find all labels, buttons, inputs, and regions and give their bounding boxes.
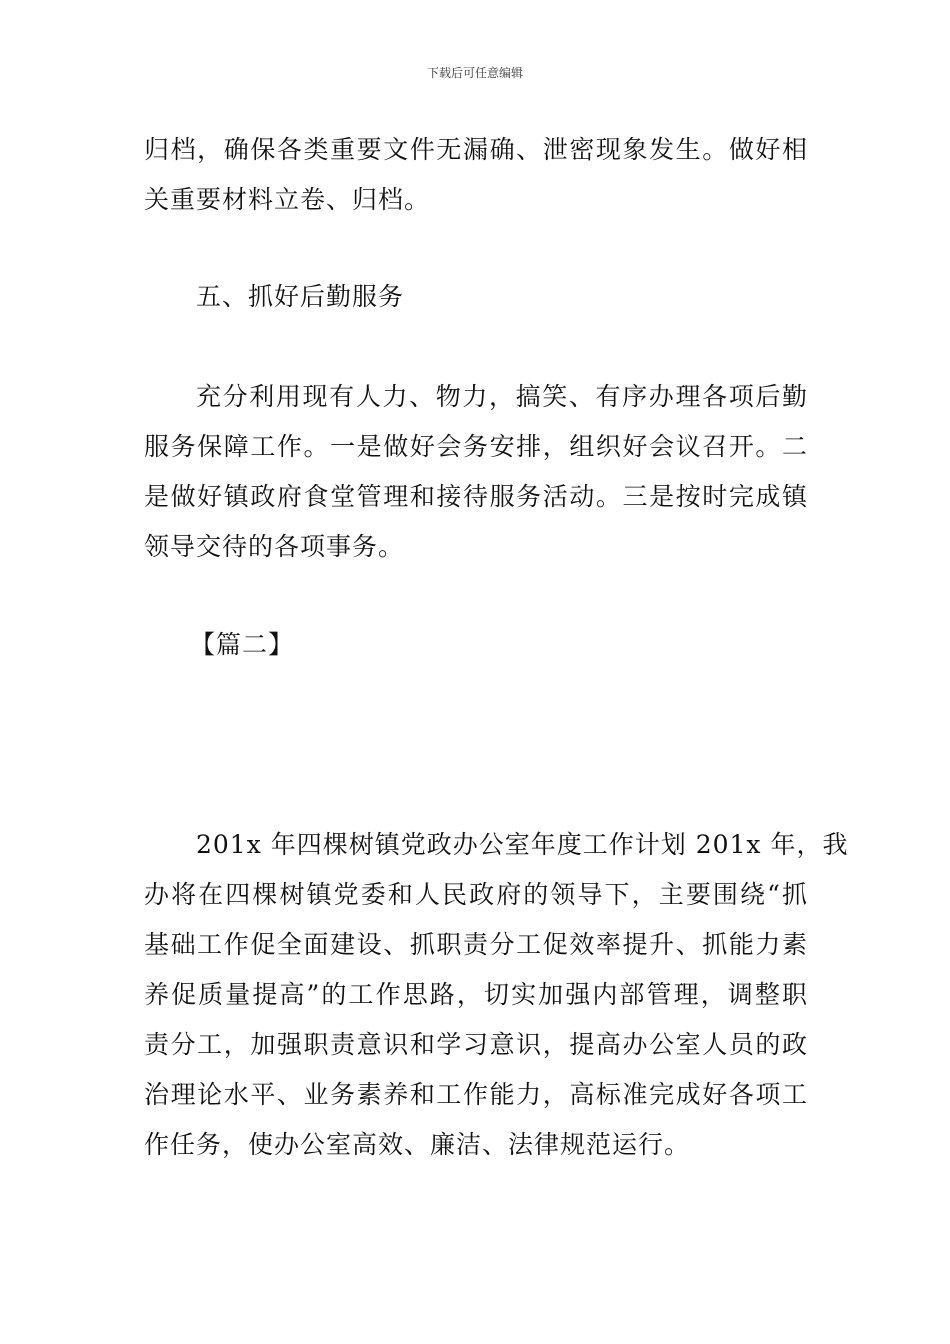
paragraph-logistics [144, 372, 808, 572]
page-header-note: 下载后可任意编辑 [426, 66, 523, 80]
section-heading-logistics [144, 272, 808, 322]
section-title-text: 【篇二】 [190, 630, 295, 659]
text-line: 基础工作促全面建设、抓职责分工促效率提升、抓能力素 [144, 930, 808, 959]
section-title-part-two [144, 620, 808, 670]
text-line: 关重要材料立卷、归档。 [144, 185, 431, 214]
text-line: 服务保障工作。一是做好会务安排，组织好会议召开。二 [144, 432, 808, 461]
text-line: 责分工，加强职责意识和学习意识，提高办公室人员的政 [144, 1030, 808, 1059]
text-line: 领导交待的各项事务。 [144, 532, 405, 561]
text-line: 充分利用现有人力、物力，搞笑、有序办理各项后勤 [196, 382, 808, 411]
text-line: 养促质量提高”的工作思路，切实加强内部管理，调整职 [144, 980, 808, 1009]
text-line: 归档，确保各类重要文件无漏确、泄密现象发生。做好相 [144, 135, 808, 164]
text-line: 是做好镇政府食堂管理和接待服务活动。三是按时完成镇 [144, 482, 808, 511]
paragraph-archiving [144, 125, 808, 225]
text-line: 办将在四棵树镇党委和人民政府的领导下，主要围绕“抓 [144, 880, 808, 909]
text-line: 201x 年四棵树镇党政办公室年度工作计划 201x 年，我 [196, 830, 849, 859]
text-line: 作任务，使办公室高效、廉洁、法律规范运行。 [144, 1130, 691, 1159]
paragraph-annual-plan [144, 820, 849, 1170]
heading-text: 五、抓好后勤服务 [196, 282, 405, 311]
text-line: 治理论水平、业务素养和工作能力，高标准完成好各项工 [144, 1080, 808, 1109]
